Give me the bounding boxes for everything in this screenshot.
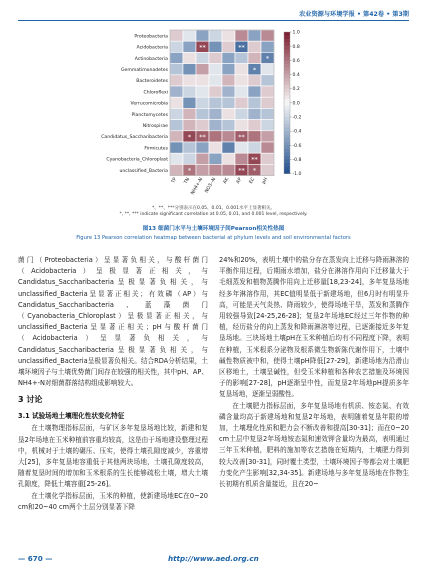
colorbar-segment — [284, 46, 290, 50]
heatmap-cell — [170, 164, 183, 175]
colorbar-segment — [284, 89, 290, 93]
colorbar-segment — [284, 85, 290, 89]
heatmap-cell — [183, 97, 196, 108]
heatmap-cell — [261, 41, 274, 52]
row-label: Candidatus_Saccharibacteria — [101, 135, 168, 141]
heatmap-cell — [261, 153, 274, 164]
heatmap-cell — [235, 120, 248, 131]
section-heading: 3 讨论 — [18, 395, 43, 405]
significance-mark: ** — [238, 166, 245, 175]
heatmap-cell — [170, 30, 183, 41]
colorbar-segment — [284, 156, 290, 160]
running-header — [18, 6, 409, 22]
colorbar-segment — [284, 53, 290, 57]
heatmap-cell — [248, 41, 261, 52]
heatmap-cell — [183, 41, 196, 52]
heatmap-cell — [170, 86, 183, 97]
paragraph: 在土壤物理指标层面，与矿区多年复垦场地比较，新建和复垦2年场地在玉米种植前容重均较高，这是由于场地建设整理过程中，机械对于土壤的碾压、压实，使得土壤孔隙度减少，容重增大[25]，多年复垦地容重低于其他两块场地，土壤孔隙度较高，随着复垦时间的增加和玉米根系的生长能够疏松土壤，增大土壤孔隙度，降低土壤容重[25-26]。 — [18, 424, 208, 489]
colorbar-tick-label: 1.0 — [292, 30, 300, 36]
heatmap-cell — [170, 52, 183, 63]
colorbar-segment — [284, 96, 290, 100]
row-label: Proteobacteria — [134, 34, 168, 40]
colorbar-tick-label: -0.2 — [292, 115, 302, 121]
heatmap-cell — [235, 153, 248, 164]
colorbar-segment — [284, 50, 290, 54]
heatmap-cell — [196, 164, 209, 175]
colorbar-segment — [284, 167, 290, 171]
heatmap-cell — [209, 75, 222, 86]
heatmap-cell — [248, 86, 261, 97]
figure-note-en: *, **, *** indicate significant correlation at 0.05, 0.01, and 0.001 level, respectively. — [119, 212, 308, 217]
heatmap-cell — [209, 41, 222, 52]
heatmap-cell — [209, 86, 222, 97]
heatmap-cell — [222, 131, 235, 142]
colorbar-tick-label: 0.4 — [292, 73, 300, 79]
heatmap-cell — [235, 75, 248, 86]
colorbar-segment — [284, 135, 290, 139]
journal-url: http://www.aed.org.cn — [168, 554, 259, 563]
paragraph: 在土壤化学指标层面，玉米的种植，使新建场地EC在0~20 cm和20~40 cm两个土层分别显著下降 — [18, 491, 208, 511]
colorbar-tick-label: -1.0 — [292, 172, 302, 178]
heatmap-cell — [170, 131, 183, 142]
heatmap-cell — [183, 153, 196, 164]
paragraph: 菌门（Proteobacteria）呈显著负相关，与酸杆菌门（Acidobacteria）呈极显著正相关，与Candidatus_Saccharibacteria呈极显著负相关，与unclassified_Bacteria呈显著正相关；有效磷（AP）与Candidatus_Saccharibacteria、蓝藻菌门（Cyanobacteria_Chloroplast）呈极显著正相关，与unclassified_Bacteria呈显著正相关；pH与酸杆菌门（Acidobacteria）呈显著负相关，与Candidatus_Saccharibacteria呈极显著负相关，与unclassified_Bacteria呈极显著负相关。结合RDA分析结果，土壤环境因子与土壤优势菌门间存在较强的相关性，其中pH、AP、NH4+-N对细菌群落结构组成影响较大。 — [18, 256, 208, 388]
subsection-heading: 3.1 试验场地土壤理化性状变化特征 — [18, 412, 125, 421]
colorbar-segment — [284, 82, 290, 86]
heatmap-cell — [222, 97, 235, 108]
heatmap-cell — [209, 64, 222, 75]
heatmap-cell — [261, 97, 274, 108]
paragraph: 在土壤肥力指标层面，多年复垦场地有机质、铵态氮、有效磷含量均高于新建场地和复垦2年场地，表明随着复垦年限的增加，土壤理化性质和肥力会不断改善和提高[30-31]；而在0~20 cm土层中复垦2年场地铵态氮和速效钾含量均为最高，表明通过三年玉米种植，肥料的施加等农艺措施在短期内，土壤肥力得到较大改善[30-31]，同时覆土类型，土壤环境因子等都会对土壤肥力变化产生影响[32,34-35]。新建场地与多年复垦场地在作物生长初期有机质含量接近，且在20~ — [219, 401, 409, 489]
colorbar-tick-label: -0.6 — [292, 143, 302, 149]
colorbar-segment — [284, 170, 290, 174]
heatmap-cell — [170, 75, 183, 86]
heatmap-cell — [261, 64, 274, 75]
row-label: Gemmatimonadetes — [120, 68, 168, 73]
heatmap-cell — [196, 75, 209, 86]
header-rule — [18, 20, 409, 21]
page-number: — 670 — — [18, 554, 53, 563]
heatmap-cell — [261, 30, 274, 41]
left-column — [18, 255, 208, 513]
heatmap-cell — [248, 108, 261, 119]
colorbar-tick-label: 0.2 — [292, 87, 300, 93]
heatmap-cell — [196, 142, 209, 153]
heatmap-cell — [222, 64, 235, 75]
heatmap-cell — [222, 142, 235, 153]
significance-mark: * — [187, 133, 192, 141]
colorbar-tick-label: -0.8 — [292, 158, 302, 164]
heatmap-cell — [209, 142, 222, 153]
heatmap-cell — [261, 120, 274, 131]
heatmap-cell — [235, 108, 248, 119]
heatmap-cell — [235, 52, 248, 63]
heatmap-cell — [209, 120, 222, 131]
heatmap-cell — [170, 41, 183, 52]
heatmap-cell — [222, 52, 235, 63]
colorbar-segment — [284, 117, 290, 121]
heatmap-cell — [196, 153, 209, 164]
heatmap-cell — [235, 30, 248, 41]
column-label: TN — [183, 177, 192, 186]
row-label: Bacteroidetes — [136, 79, 168, 85]
significance-mark: ** — [199, 133, 206, 141]
colorbar-segment — [284, 74, 290, 78]
colorbar-segment — [284, 142, 290, 146]
heatmap-cell — [170, 153, 183, 164]
heatmap-cell — [222, 75, 235, 86]
heatmap-cell — [183, 30, 196, 41]
colorbar-segment — [284, 163, 290, 167]
colorbar-segment — [284, 152, 290, 156]
significance-mark: ** — [199, 43, 206, 52]
heatmap-cell — [170, 120, 183, 131]
significance-mark: * — [252, 166, 257, 175]
heatmap-cell — [222, 120, 235, 131]
column-label: AP — [235, 177, 244, 185]
heatmap-cell — [261, 142, 274, 153]
row-label: Cyanobacteria_Chloroplast — [106, 157, 168, 163]
heatmap-cell — [209, 52, 222, 63]
colorbar-segment — [284, 121, 290, 125]
heatmap-cell — [222, 153, 235, 164]
heatmap-cell — [170, 108, 183, 119]
heatmap-cell — [222, 108, 235, 119]
significance-mark: * — [252, 65, 257, 74]
colorbar-segment — [284, 57, 290, 61]
colorbar-tick-label: -0.4 — [292, 129, 302, 135]
colorbar-segment — [284, 131, 290, 135]
figure-13-heatmap — [100, 28, 330, 198]
figure-note-zh: *、**、***分别表示在0.05、0.01、0.001水平上显著相关。 — [152, 206, 275, 211]
colorbar-segment — [284, 32, 290, 36]
heatmap-cell — [183, 86, 196, 97]
colorbar-tick-label: 0.0 — [292, 101, 300, 107]
significance-mark: ** — [251, 155, 258, 164]
colorbar-segment — [284, 99, 290, 103]
colorbar-segment — [284, 103, 290, 107]
heatmap-cell — [235, 86, 248, 97]
heatmap-cell — [248, 52, 261, 63]
heatmap-cell — [196, 108, 209, 119]
heatmap-cell — [196, 86, 209, 97]
colorbar-segment — [284, 64, 290, 68]
row-label: Verrucomicrobia — [130, 101, 168, 107]
heatmap-cell — [196, 64, 209, 75]
heatmap-cell — [248, 131, 261, 142]
figure-caption-en: Figure 13 Pearson correlation heatmap between bacterial at phylum levels and soil environmental factors — [76, 235, 351, 241]
column-label: EC — [248, 177, 257, 185]
heatmap-cell — [261, 75, 274, 86]
colorbar-segment — [284, 92, 290, 96]
heatmap-cell — [222, 86, 235, 97]
heatmap-cell — [261, 131, 274, 142]
colorbar-tick-label: 0.8 — [292, 44, 300, 50]
heatmap-cell — [183, 108, 196, 119]
heatmap-cell — [222, 30, 235, 41]
heatmap-cell — [261, 108, 274, 119]
heatmap-cell — [235, 142, 248, 153]
row-label: Firmicutes — [144, 146, 168, 152]
significance-mark: ** — [238, 43, 245, 52]
heatmap-svg — [100, 28, 330, 198]
heatmap-cell — [248, 120, 261, 131]
colorbar-segment — [284, 106, 290, 110]
row-label: unclassified_Bacteria — [119, 168, 168, 174]
column-label: NO3--N — [204, 177, 218, 195]
colorbar-segment — [284, 145, 290, 149]
colorbar-segment — [284, 43, 290, 47]
significance-mark: * — [265, 54, 270, 63]
colorbar-tick-label: 0.6 — [292, 58, 300, 64]
heatmap-cell — [222, 164, 235, 175]
heatmap-cell — [196, 120, 209, 131]
heatmap-cell — [183, 52, 196, 63]
heatmap-cell — [209, 153, 222, 164]
colorbar-segment — [284, 124, 290, 128]
heatmap-cell — [183, 75, 196, 86]
heatmap-cell — [248, 75, 261, 86]
column-label: pH — [261, 177, 270, 186]
heatmap-cell — [261, 164, 274, 175]
column-label: AK — [222, 177, 231, 185]
column-label: NH4+-N — [190, 177, 205, 196]
column-label: TP — [171, 177, 179, 185]
figure-caption-zh: 图13 细菌门水平与土壤环境因子间Pearson相关性热图 — [142, 226, 285, 232]
heatmap-cell — [196, 97, 209, 108]
heatmap-cell — [170, 97, 183, 108]
colorbar-segment — [284, 113, 290, 117]
row-label: Planctomycetes — [131, 112, 168, 118]
heatmap-cell — [209, 30, 222, 41]
row-label: Nitrospirae — [142, 124, 168, 129]
colorbar-segment — [284, 128, 290, 132]
row-label: Acidobacteria — [136, 45, 168, 51]
colorbar-segment — [284, 39, 290, 43]
heatmap-cell — [196, 52, 209, 63]
significance-mark: ** — [238, 133, 245, 141]
heatmap-cell — [235, 97, 248, 108]
heatmap-cell — [170, 142, 183, 153]
colorbar-segment — [284, 36, 290, 40]
colorbar-segment — [284, 71, 290, 75]
right-column — [219, 255, 409, 490]
heatmap-cell — [209, 108, 222, 119]
page-footer — [18, 552, 409, 566]
colorbar-segment — [284, 67, 290, 71]
heatmap-cell — [248, 142, 261, 153]
heatmap-cell — [261, 86, 274, 97]
heatmap-cell — [209, 97, 222, 108]
colorbar-segment — [284, 138, 290, 142]
paragraph: 24%和20%，表明土壤中的盐分存在蒸发向上迁移与降雨淋溶的平衡作用过程，后期雨水增加，盐分在淋溶作用向下迁移量大于毛细蒸发和植物蒸腾作用向上迁移量[18,23-24]，多年复垦场地经多年淋溶作用，其EC值明显低于新建场地，但6月时有明显升高，可能是天气炎热、降雨较少，使得场地干旱，蒸发和蒸腾作用较强导致[24-25,26-28]；复垦2年场地EC经过三年作物的种植，经历盐分的向上蒸发和降雨淋溶等过程，已逐渐接近多年复垦场地。三块场地土壤pH在玉米种植后均有不同程度下降，表明在种植，玉米根系分泌物及根系微生物新陈代谢作用下，土壤中碱性物质被中和，使得土壤pH降低[27-29]，新建场地为沿滑山区移地土，土壤呈碱性，但受玉米种植和各种农艺措施及环境因子的影响[27-28]，pH逐渐呈中性，而复垦2年场地pH提质多年复垦场地，逐渐呈弱酸性。 — [219, 256, 409, 399]
heatmap-cell — [183, 64, 196, 75]
significance-mark: * — [187, 166, 192, 175]
colorbar-segment — [284, 110, 290, 114]
colorbar-segment — [284, 78, 290, 82]
colorbar-segment — [284, 60, 290, 64]
colorbar-segment — [284, 149, 290, 153]
colorbar-segment — [284, 159, 290, 163]
heatmap-cell — [183, 142, 196, 153]
heatmap-cell — [209, 131, 222, 142]
heatmap-cell — [248, 97, 261, 108]
heatmap-cell — [235, 64, 248, 75]
heatmap-cell — [209, 164, 222, 175]
heatmap-cell — [183, 120, 196, 131]
journal-title: 农业资源与环境学报 • 第42卷 • 第3期 — [299, 11, 409, 18]
heatmap-cell — [248, 30, 261, 41]
heatmap-cell — [196, 30, 209, 41]
row-label: Chloroflexi — [143, 90, 168, 96]
heatmap-cell — [222, 41, 235, 52]
heatmap-cell — [170, 64, 183, 75]
row-label: Actinobacteria — [134, 56, 168, 62]
